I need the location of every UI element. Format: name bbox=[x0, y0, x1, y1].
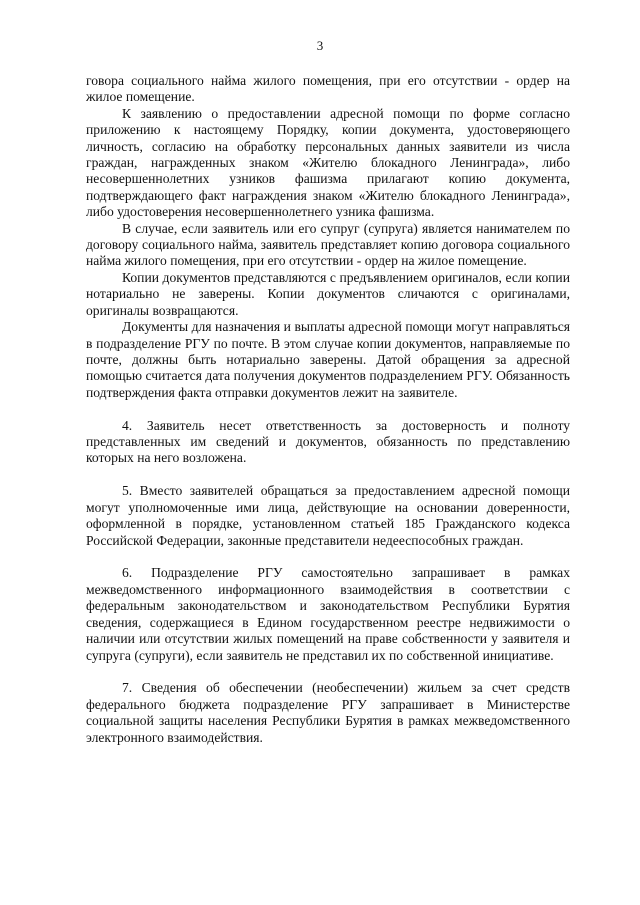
page-number: 3 bbox=[316, 38, 324, 53]
document-body bbox=[86, 73, 570, 746]
paragraph-item-6: 6. Подразделение РГУ самостоятельно запрашивает в рамках межведомственного информационного взаимодействия в соответствии с федеральным законодательством и законодательством Республики Бурятия сведения, содержащиеся в Едином государственном реестре недвижимости о наличии или отсутствии жилых помещений на праве собственности у заявителя и супруга (супруги), если заявитель не представил их по собственной инициативе. bbox=[86, 565, 570, 663]
paragraph-continuation: говора социального найма жилого помещения, при его отсутствии - ордер на жилое помещение. bbox=[86, 73, 570, 105]
paragraph-application-attachments: К заявлению о предоставлении адресной помощи по форме согласно приложению к настоящему Порядку, копии документа, удостоверяющего личность, согласию на обработку персональных данных заявители из числа граждан, награжденных знаком «Жителю блокадного Ленинграда», либо несовершеннолетних узников фашизма прилагают копию документа, подтверждающего факт награждения знаком «Жителю блокадного Ленинграда», либо удостоверения несовершеннолетнего узника фашизма. bbox=[86, 105, 570, 220]
paragraph-item-4: 4. Заявитель несет ответственность за достоверность и полноту представленных им сведений и документов, обязанность по представлению которых на него возложена. bbox=[86, 417, 570, 466]
paragraph-postal-submission: Документы для назначения и выплаты адресной помощи могут направляться в подразделение РГУ по почте. В этом случае копии документов, направляемые по почте, должны быть нотариально заверены. Датой обращения за адресной помощью считается дата получения документов подразделением РГУ. Обязанность подтверждения факта отправки документов лежит на заявителе. bbox=[86, 319, 570, 400]
paragraph-item-5: 5. Вместо заявителей обращаться за предоставлением адресной помощи могут уполномоченные ими лица, действующие на основании доверенности, оформленной в порядке, установленном статьей 185 Гражданского кодекса Российской Федерации, законные представители недееспособных граждан. bbox=[86, 483, 570, 548]
paragraph-item-7: 7. Сведения об обеспечении (необеспечении) жильем за счет средств федерального бюджета подразделение РГУ запрашивает в Министерстве социальной защиты населения Республики Бурятия в рамках межведомственного электронного взаимодействия. bbox=[86, 680, 570, 745]
paragraph-document-copies: Копии документов представляются с предъявлением оригиналов, если копии нотариально не заверены. Копии документов сличаются с оригиналами, оригиналы возвращаются. bbox=[86, 269, 570, 318]
paragraph-social-lease: В случае, если заявитель или его супруг (супруга) является нанимателем по договору социального найма, заявитель представляет копию договора социального найма жилого помещения, при его отсутствии - ордер на жилое помещение. bbox=[86, 220, 570, 269]
